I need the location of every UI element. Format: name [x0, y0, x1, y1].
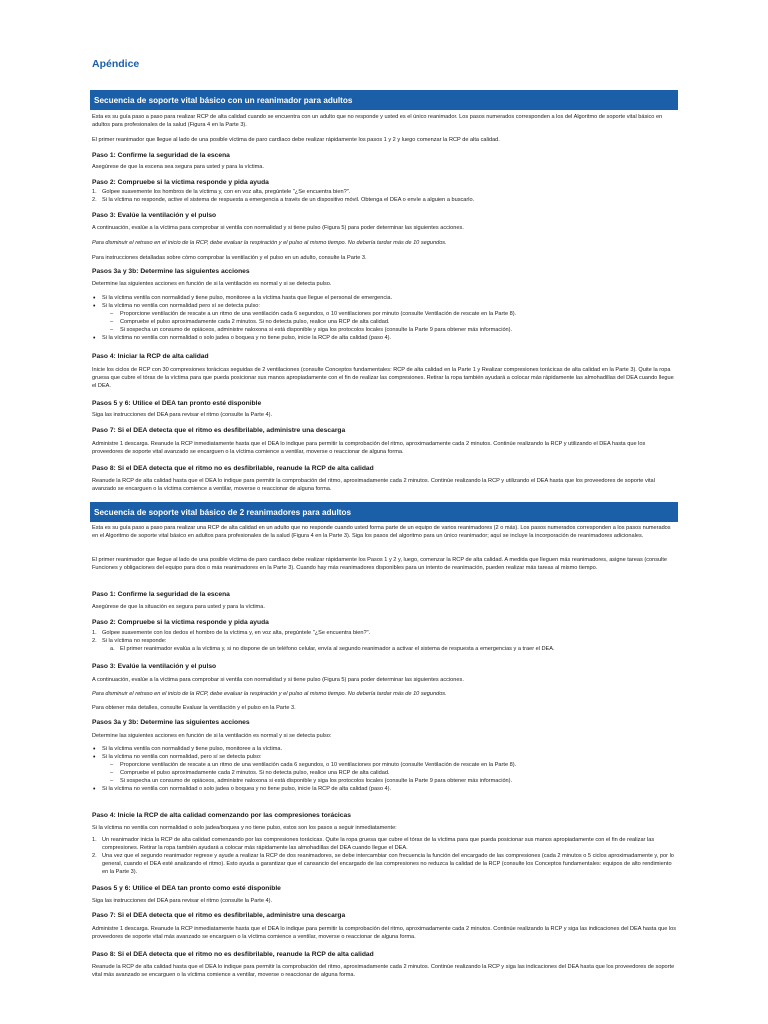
appendix-heading: Apéndice [92, 58, 140, 70]
list-item: 2. Si la víctima no responde: a. El primer reanimador evalúa a la víctima y, si no dispone de un teléfono celular, envía al segundo reanimador a activar el sistema de respuesta a emergencias y a traer el DEA. [92, 638, 677, 654]
section-1-title-bar [90, 90, 678, 110]
s2-intro-paragraph-1: Esta es su guía paso a paso para realizar una RCP de alta calidad en un adulto que no responde cuando usted forma parte de un equipo de varios reanimadores (2 o más). Los pasos numerados corresponden a los pasos numerados en el Algoritmo de soporte vital básico en adultos para profesionales de la salud (Figura 4 en la Parte 3). Siga los pasos del algoritmo para un único reanimador; aquí se incluye la incorporación de reanimadores adicionales. [92, 525, 671, 539]
list-item: – Proporcione ventilación de rescate a un ritmo de una ventilación cada 6 segundos, o 10 ventilaciones por minuto (consulte Ventilación de rescate en la Parte 8). [102, 762, 677, 770]
list-item: • Si la víctima no ventila con normalidad o solo jadea o boquea y no tiene pulso, inicie la RCP de alta calidad (paso 4). [92, 335, 677, 343]
s2-step4-list [92, 837, 677, 877]
s2-step3ab-heading: Pasos 3a y 3b: Determine las siguientes acciones [92, 719, 250, 726]
list-item: • Si la víctima no ventila con normalidad o solo jadea o boquea y no tiene pulso, inicie la RCP de alta calidad (paso 4). [92, 786, 677, 794]
list-item: a. El primer reanimador evalúa a la víctima y, si no dispone de un teléfono celular, envía al segundo reanimador a activar el sistema de respuesta a emergencias y a traer el DEA. [110, 645, 555, 652]
s1-step3ab-text: Determine las siguientes acciones en función de si la ventilación es normal y si se detecta pulso. [92, 281, 332, 287]
s1-step3-text-3: Para instrucciones detalladas sobre cómo comprobar la ventilación y el pulso en un adulto, consulte la Parte 3. [92, 255, 367, 261]
list-item: 1. Un reanimador inicia la RCP de alta calidad comenzando por las compresiones torácicas. Quite la ropa gruesa que cubre el tórax de la víctima para que pueda posicionar sus manos apropiadamente con el fin de realizar las compresiones. Retirar la ropa también ayudará a colocar más rápidamente las almohadillas del DEA cuando llegue el DEA. [92, 837, 655, 851]
s2-step7-text: Administre 1 descarga. Reanude la RCP inmediatamente hasta que el DEA lo indique para permitir la comprobación del ritmo, aproximadamente cada 2 minutos. Continúe realizando la RCP y siga las indicaciones del DEA hasta que los proveedores de soporte vital más avanzado se encarguen o la víctima comience a ventilar, moverse o reaccionar de alguna forma. [92, 926, 677, 940]
s1-step2-list [92, 189, 677, 205]
section-1-title: Secuencia de soporte vital básico con un reanimador para adultos [94, 95, 353, 105]
s1-step7-heading: Paso 7: Si el DEA detecta que el ritmo es desfibrilable, administre una descarga [92, 427, 346, 434]
s2-step1-heading: Paso 1: Confirme la seguridad de la escena [92, 591, 230, 598]
s1-intro-paragraph-1: Esta es su guía paso a paso para realizar RCP de alta calidad cuando se encuentra con un adulto que no responde y usted es el único reanimador. Los pasos numerados corresponden a los del Algoritmo de soporte vital básico en adultos para profesionales de la salud (Figura 4 en la Parte 3). [92, 114, 663, 128]
s2-step2-heading: Paso 2: Compruebe si la víctima responde y pida ayuda [92, 619, 269, 626]
s1-step1-heading: Paso 1: Confirme la seguridad de la escena [92, 152, 230, 159]
s2-step3-text-3: Para obtener más detalles, consulte Evaluar la ventilación y el pulso en la Parte 3. [92, 705, 296, 711]
s1-step56-text: Siga las instrucciones del DEA para revisar el ritmo (consulte la Parte 4). [92, 412, 273, 418]
s1-intro-2 [92, 137, 677, 145]
list-item: – Compruebe el pulso aproximadamente cada 2 minutos. Si no detecta pulso, realice una RCP de alta calidad. [102, 319, 677, 327]
s1-step8-text: Reanude la RCP de alta calidad hasta que el DEA lo indique para permitir la comprobación del ritmo, aproximadamente cada 2 minutos. Continúe realizando la RCP y utilizando el DEA hasta que los proveedores de soporte vital avanzado se encarguen o la víctima comience a ventilar, moverse o reaccionar de alguna forma. [92, 478, 655, 492]
s1-step4-text: Inicie los ciclos de RCP con 30 compresiones torácicas seguidas de 2 ventilaciones (consulte Conceptos fundamentales: RCP de alta calidad en la Parte 1 y Realizar compresiones torácicas de alta calidad en la Parte 3). Quite la ropa gruesa que cubre el tórax de la víctima para que pueda posicionar sus manos apropiadamente con el fin de realizar las compresiones. Retirar la ropa también ayudará a colocar más rápidamente las almohadillas del DEA cuando llegue el DEA. [92, 367, 674, 389]
s2-step3ab-text: Determine las siguientes acciones en función de si la ventilación es normal y si se detecta pulso: [92, 733, 332, 739]
s1-step3-heading: Paso 3: Evalúe la ventilación y el pulso [92, 212, 217, 219]
s2-step1-text: Asegúrese de que la situación es segura para usted y para la víctima. [92, 604, 265, 610]
s2-step4-heading: Paso 4: Inicie la RCP de alta calidad comenzando por las compresiones torácicas [92, 812, 351, 819]
list-item: • Si la víctima ventila con normalidad y tiene pulso, monitoree a la víctima. [92, 746, 677, 754]
list-item: – Proporcione ventilación de rescate a un ritmo de una ventilación cada 6 segundos, o 10 ventilaciones por minuto (consulte Ventilación de rescate en la Parte 8). [102, 311, 677, 319]
s2-intro-paragraph-2: El primer reanimador que llegue al lado de una posible víctima de paro cardíaco debe realizar rápidamente los Pasos 1 y 2 y, luego, comenzar la RCP de alta calidad. A medida que lleguen más reanimadores, asigne tareas (consulte Funciones y obligaciones del equipo para dos o más reanimadores en la Parte 3). Cuando hay más reanimadores disponibles para un intento de reanimación, pueden realizar más tareas al mismo tiempo. [92, 557, 668, 571]
s1-step56-heading: Pasos 5 y 6: Utilice el DEA tan pronto esté disponible [92, 400, 262, 407]
section-2-title: Secuencia de soporte vital básico de 2 reanimadores para adultos [94, 507, 352, 517]
list-item: 1. Golpee suavemente los hombros de la víctima y, con en voz alta, pregúntele "¿Se encuentra bien?". [92, 189, 351, 195]
s1-step8-heading: Paso 8: Si el DEA detecta que el ritmo no es desfibrilable, reanude la RCP de alta calidad [92, 465, 374, 472]
s1-intro [92, 114, 677, 130]
s1-step1-text: Asegúrese de que la escena sea segura para usted y para la víctima. [92, 164, 264, 170]
s1-step3-text-2: Para disminuir el retraso en el inicio de la RCP, debe evaluar la respiración y el pulso al mismo tiempo. No debería tardar más de 10 segundos. [92, 240, 447, 246]
s1-step7-text: Administre 1 descarga. Reanude la RCP inmediatamente hasta que el DEA lo indique para permitir la comprobación del ritmo, aproximadamente cada 2 minutos. Continúe realizando la RCP y utilizando el DEA hasta que los proveedores de soporte vital avanzado se encarguen o la víctima comience a ventilar, moverse o reaccionar de alguna forma. [92, 441, 646, 455]
s2-step3-heading: Paso 3: Evalúe la ventilación y el pulso [92, 663, 217, 670]
list-item: • Si la víctima ventila con normalidad y tiene pulso, monitoree a la víctima hasta que llegue el personal de emergencia. [92, 295, 677, 303]
s2-step56-heading: Pasos 5 y 6: Utilice el DEA tan pronto como esté disponible [92, 885, 281, 892]
s2-step3-text-1: A continuación, evalúe a la víctima para comprobar si ventila con normalidad y si tiene pulso (Figura 5) para poder determinar las siguientes acciones. [92, 677, 464, 683]
s2-step8-heading: Paso 8: Si el DEA detecta que el ritmo no es desfibrilable, reanude la RCP de alta calidad [92, 951, 374, 958]
s2-step7-heading: Paso 7: Si el DEA detecta que el ritmo es desfibrilable, administre una descarga [92, 912, 346, 919]
s1-step3ab-list [92, 295, 677, 342]
s2-step3-text-2: Para disminuir el retraso en el inicio de la RCP, debe evaluar la respiración y el pulso al mismo tiempo. No debería tardar más de 10 segundos. [92, 691, 447, 697]
s2-step3ab-list [92, 746, 677, 793]
list-item: • Si la víctima no ventila con normalidad pero sí se detecta pulso: – Proporcione ventilación de rescate a un ritmo de una ventilación cada 6 segundos, o 10 ventilaciones por minuto (consulte Ventilación de rescate en la Parte 8). – Compruebe el pulso aproximadamente cada 2 minutos. Si no detecta pulso, realice una RCP de alta calidad. – Si sospecha un consumo de opiáceos, administre naloxona si está disponible y siga los protocolos locales (consulte la Parte 9 para obtener más información). [92, 303, 677, 335]
s2-step2-list [92, 630, 677, 654]
list-item: – Si sospecha un consumo de opiáceos, administre naloxona si está disponible y siga los protocolos locales (consulte la Parte 9 para obtener más información). [102, 327, 677, 335]
s2-step8-text: Reanude la RCP de alta calidad hasta que el DEA lo indique para permitir la comprobación del ritmo, aproximadamente cada 2 minutos. Continúe realizando la RCP y siga las indicaciones del DEA hasta que los proveedores de soporte vital más avanzado se encarguen o la víctima comience a ventilar, moverse o reaccionar de alguna forma. [92, 964, 675, 978]
list-item: – Compruebe el pulso aproximadamente cada 2 minutos. Si no detecta pulso, realice una RCP de alta calidad. [102, 770, 677, 778]
s1-step4-heading: Paso 4: Iniciar la RCP de alta calidad [92, 353, 209, 360]
list-item: – Si sospecha un consumo de opiáceos, administre naloxona si está disponible y siga los protocolos locales (consulte la Parte 9 para obtener más información). [102, 778, 677, 786]
s1-intro-paragraph-2: El primer reanimador que llegue al lado de una posible víctima de paro cardíaco debe realizar rápidamente los pasos 1 y 2 y luego comenzar la RCP de alta calidad. [92, 137, 500, 143]
list-item: • Si la víctima no ventila con normalidad, pero sí se detecta pulso: – Proporcione ventilación de rescate a un ritmo de una ventilación cada 6 segundos, o 10 ventilaciones por minuto (consulte Ventilación de rescate en la Parte 8). – Compruebe el pulso aproximadamente cada 2 minutos. Si no detecta pulso, realice una RCP de alta calidad. – Si sospecha un consumo de opiáceos, administre naloxona si está disponible y siga los protocolos locales (consulte la Parte 9 para obtener más información). [92, 754, 677, 786]
list-item: 2. Una vez que el segundo reanimador regrese y ayude a realizar la RCP de dos reanimadores, se debe intercambiar con frecuencia la función del encargado de las compresiones (cada 2 minutos o 5 ciclos aproximadamente y, por lo general, cuando el DEA esté analizando el ritmo). Esto ayuda a garantizar que el cansancio del encargado de las compresiones no reduzca la calidad de la RCP (consulte los Conceptos fundamentales: equipos de alto rendimiento en la Parte 3). [92, 852, 674, 875]
s1-step3-text-1: A continuación, evalúe a la víctima para comprobar si ventila con normalidad y si tiene pulso (Figura 5) para poder determinar las siguientes acciones. [92, 225, 464, 231]
s1-step3ab-heading: Pasos 3a y 3b: Determine las siguientes acciones [92, 268, 250, 275]
s2-step56-text: Siga las instrucciones del DEA para revisar el ritmo (consulte la Parte 4). [92, 898, 273, 904]
s1-step2-heading: Paso 2: Compruebe si la víctima responde y pida ayuda [92, 179, 269, 186]
s2-step4-text: Si la víctima no ventila con normalidad o solo jadea/boquea y no tiene pulso, estos son los pasos a seguir inmediatamente: [92, 825, 397, 831]
list-item: 1. Golpee suavemente con los dedos el hombro de la víctima y, en voz alta, pregúntele "¿Se encuentra bien?". [92, 630, 371, 636]
list-item: 2. Si la víctima no responde, active el sistema de respuesta a emergencia a través de un dispositivo móvil. Obtenga el DEA o envíe a alguien a buscarlo. [92, 196, 475, 203]
section-2-title-bar [90, 502, 678, 522]
